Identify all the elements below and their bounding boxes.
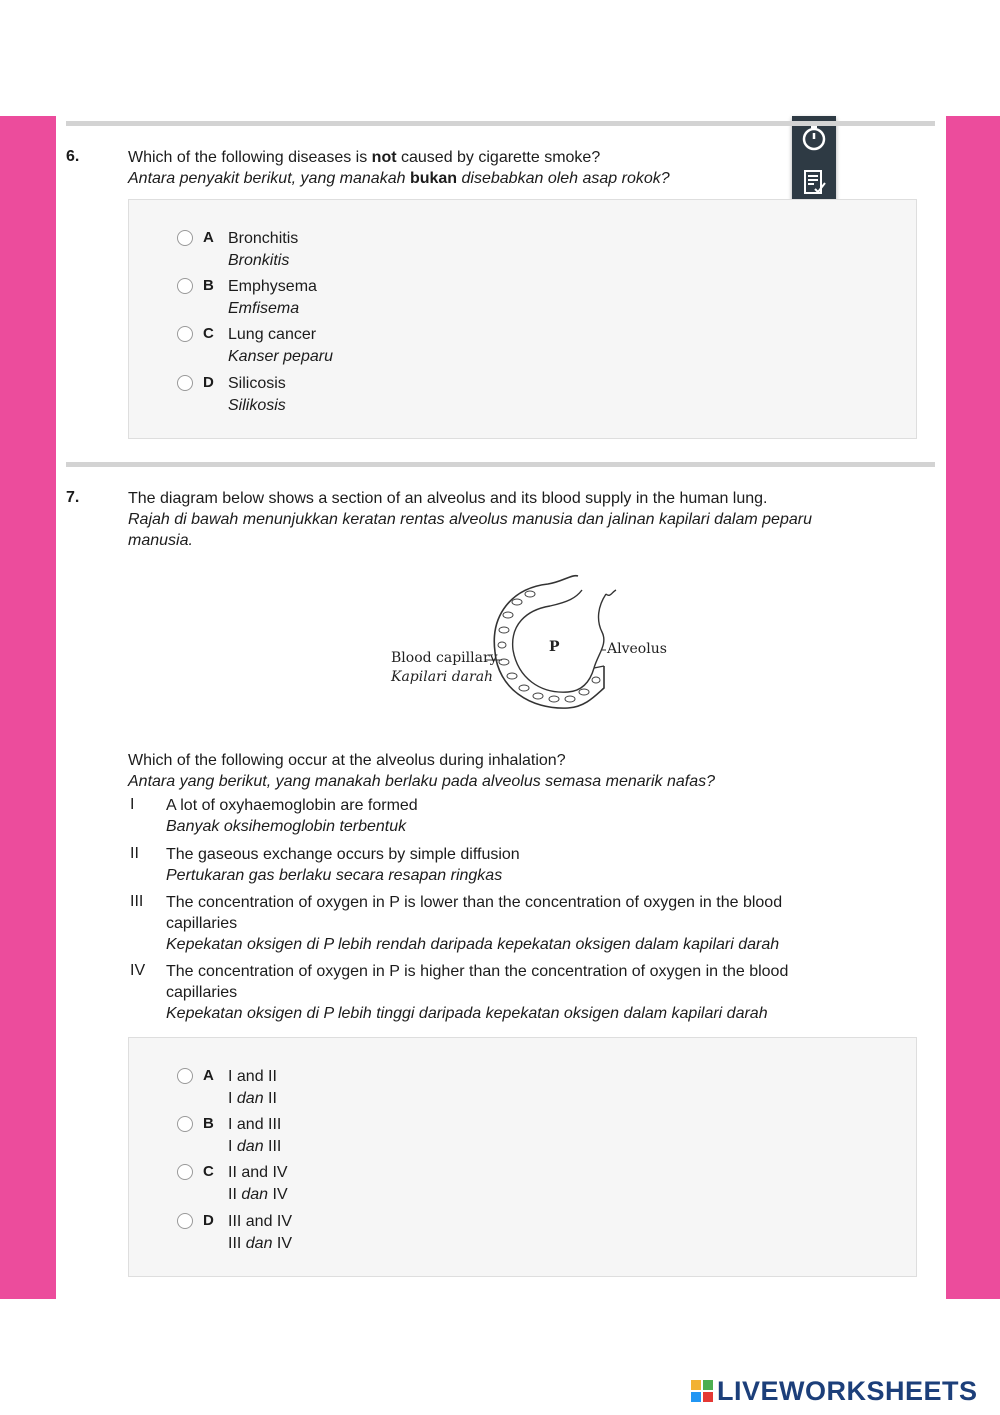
statement-number: III xyxy=(130,893,144,910)
tool-panel xyxy=(792,116,836,206)
statement-ms: Kepekatan oksigen di P lebih rendah daripada kepekatan oksigen dalam kapilari darah xyxy=(166,936,780,953)
label-blood-capillary: Blood capillary xyxy=(391,650,498,666)
statement-number: I xyxy=(130,796,135,813)
option-letter: B xyxy=(203,277,214,294)
radio-button[interactable] xyxy=(177,326,193,342)
option-letter: C xyxy=(203,325,214,342)
separator xyxy=(66,462,935,467)
option-letter: C xyxy=(203,1163,214,1180)
radio-button[interactable] xyxy=(177,1164,193,1180)
label-alveolus: Alveolus xyxy=(607,641,667,657)
question-number: 7. xyxy=(66,489,80,506)
statement-en-cont: capillaries xyxy=(166,984,238,1001)
option-text-en: III and IV xyxy=(228,1213,293,1230)
option-text-en: Emphysema xyxy=(228,278,317,295)
option-letter: A xyxy=(203,229,214,246)
left-side-band xyxy=(0,116,56,1299)
statement-ms: Pertukaran gas berlaku secara resapan ringkas xyxy=(166,867,503,884)
radio-button[interactable] xyxy=(177,375,193,391)
option-text-en: Lung cancer xyxy=(228,326,317,343)
question-intro-ms-cont: manusia. xyxy=(128,532,193,549)
right-side-band xyxy=(946,116,1000,1299)
option-text-ms: Silikosis xyxy=(228,397,286,414)
option-text-en: I and II xyxy=(228,1068,277,1085)
question-text-en: Which of the following diseases is not caused by cigarette smoke? xyxy=(128,149,601,166)
question-intro-en: The diagram below shows a section of an alveolus and its blood supply in the human lung. xyxy=(128,490,768,507)
statement-ms: Kepekatan oksigen di P lebih tinggi daripada kepekatan oksigen dalam kapilari darah xyxy=(166,1005,768,1022)
option-letter: D xyxy=(203,374,214,391)
question-intro-ms: Rajah di bawah menunjukkan keratan rentas alveolus manusia dan jalinan kapilari dalam peparu xyxy=(128,511,812,528)
option-letter: D xyxy=(203,1212,214,1229)
option-text-ms: Emfisema xyxy=(228,300,300,317)
radio-button[interactable] xyxy=(177,1116,193,1132)
option-text-en: I and III xyxy=(228,1116,282,1133)
question-stem-ms: Antara yang berikut, yang manakah berlaku pada alveolus semasa menarik nafas? xyxy=(128,773,716,790)
answer-options xyxy=(128,1037,917,1277)
radio-button[interactable] xyxy=(177,278,193,294)
option-letter: A xyxy=(203,1067,214,1084)
option-text-ms: II dan IV xyxy=(228,1186,288,1203)
statement-en: A lot of oxyhaemoglobin are formed xyxy=(166,797,418,814)
logo-icon xyxy=(691,1380,713,1402)
option-text-ms: Kanser peparu xyxy=(228,348,333,365)
question-text-ms: Antara penyakit berikut, yang manakah bukan disebabkan oleh asap rokok? xyxy=(128,170,670,187)
timer-icon[interactable] xyxy=(800,124,828,152)
option-text-en: Bronchitis xyxy=(228,230,299,247)
statement-en: The gaseous exchange occurs by simple diffusion xyxy=(166,846,520,863)
answer-options xyxy=(128,199,917,439)
option-text-ms: Bronkitis xyxy=(228,252,290,269)
statement-en: The concentration of oxygen in P is higher than the concentration of oxygen in the blood xyxy=(166,963,789,980)
option-text-ms: III dan IV xyxy=(228,1235,293,1252)
answer-sheet-icon[interactable] xyxy=(800,168,828,196)
radio-button[interactable] xyxy=(177,230,193,246)
option-text-en: Silicosis xyxy=(228,375,286,392)
option-text-ms: I dan III xyxy=(228,1138,282,1155)
statement-en: The concentration of oxygen in P is lower than the concentration of oxygen in the blood xyxy=(166,894,783,911)
option-letter: B xyxy=(203,1115,214,1132)
radio-button[interactable] xyxy=(177,1213,193,1229)
separator xyxy=(66,121,935,126)
option-text-ms: I dan II xyxy=(228,1090,277,1107)
statement-number: II xyxy=(130,845,139,862)
question-stem-en: Which of the following occur at the alveolus during inhalation? xyxy=(128,752,566,769)
logo-text: LIVEWORKSHEETS xyxy=(717,1376,978,1406)
label-kapilari-darah: Kapilari darah xyxy=(391,669,494,685)
label-p: P xyxy=(549,639,560,655)
question-number: 6. xyxy=(66,148,80,165)
statement-number: IV xyxy=(130,962,146,979)
statement-ms: Banyak oksihemoglobin terbentuk xyxy=(166,818,407,835)
statement-en-cont: capillaries xyxy=(166,915,238,932)
option-text-en: II and IV xyxy=(228,1164,288,1181)
radio-button[interactable] xyxy=(177,1068,193,1084)
